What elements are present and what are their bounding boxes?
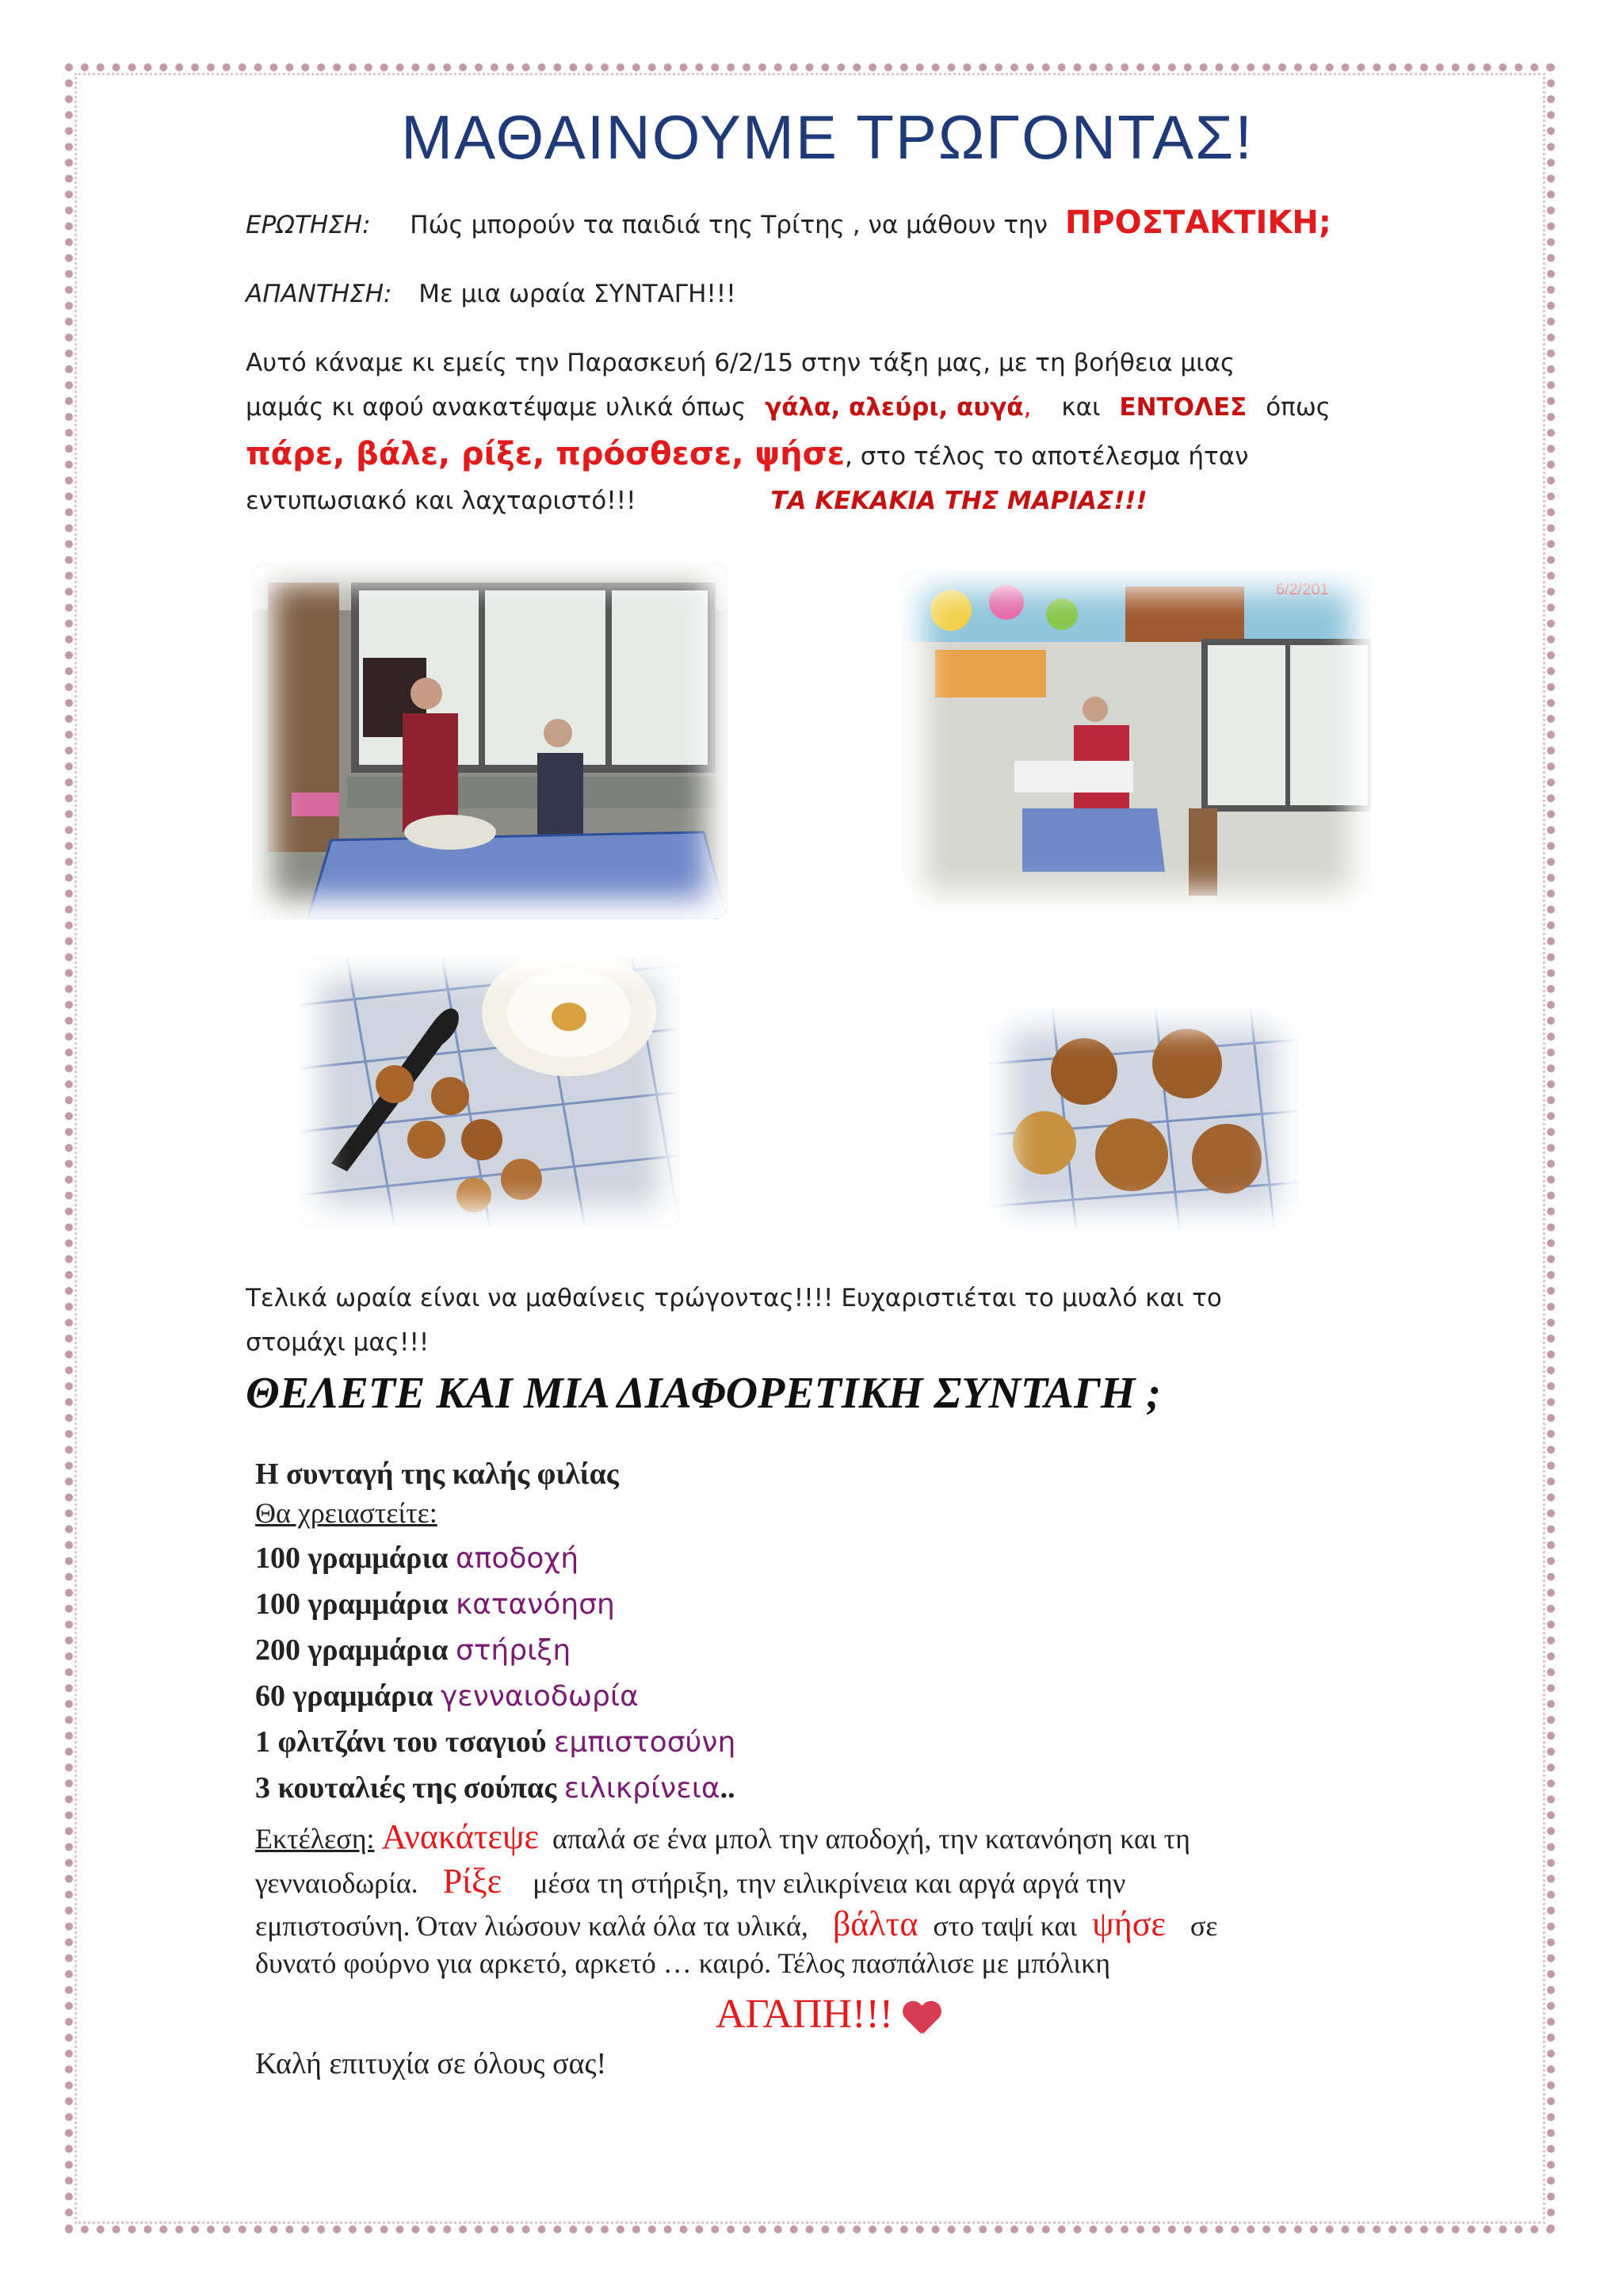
execution-verb: Ρίξε: [442, 1862, 502, 1901]
commands-highlight: ΕΝΤΟΛΕΣ: [1119, 393, 1247, 422]
paragraph-text: και: [1061, 393, 1101, 422]
ingredient-qty: 60 γραμμάρια: [255, 1679, 433, 1713]
execution-line-2: [255, 1861, 1373, 1901]
execution-verb: ψήσε: [1092, 1904, 1166, 1943]
ingredient-name: στήριξη: [455, 1634, 571, 1667]
question-label: ΕΡΩΤΗΣΗ:: [246, 211, 371, 239]
ingredient-qty: 100 γραμμάρια: [255, 1587, 449, 1621]
closing-line: Καλή επιτυχία σε όλους σας!: [255, 2047, 607, 2080]
execution-text: απαλά σε ένα μπολ την αποδοχή, την κατανόηση και τη: [552, 1823, 1190, 1855]
execution-line-1: [255, 1817, 1373, 1857]
result-highlight: ΤΑ ΚΕΚΑΚΙΑ ΤΗΣ ΜΑΡΙΑΣ!!!: [770, 487, 1148, 515]
recipe-heading: Η συνταγή της καλής φιλίας: [255, 1457, 619, 1491]
ingredient-qty: 100 γραμμάρια: [255, 1541, 449, 1575]
ingredients-highlight: γάλα, αλεύρι, αυγά: [765, 393, 1024, 422]
ingredient-item: [255, 1679, 1388, 1713]
love-line: [0, 1991, 1623, 2038]
ingredient-qty: 200 γραμμάρια: [255, 1633, 449, 1667]
execution-text: στο ταψί και: [933, 1910, 1078, 1942]
paragraph-text: μαμάς κι αφού ανακατέψαμε υλικά όπως: [246, 393, 747, 422]
execution-verb: βάλτα: [832, 1904, 918, 1943]
execution-verb: Ανακάτεψε: [381, 1817, 540, 1856]
ingredient-suffix: ..: [720, 1771, 735, 1805]
imperatives-highlight: πάρε, βάλε, ρίξε, πρόσθεσε, ψήσε: [246, 436, 846, 472]
comma: ,: [1023, 393, 1032, 422]
paragraph-text: εντυπωσιακό και λαχταριστό!!!: [246, 487, 636, 515]
photo-baking-mother: [903, 571, 1371, 911]
question-text: Πώς μπορούν τα παιδιά της Τρίτης , να μάθουν την: [410, 211, 1048, 239]
paragraph-text: , στο τέλος το αποτέλεσμα ήταν: [845, 442, 1249, 471]
ingredient-item: [255, 1725, 1388, 1759]
photo-baking-classroom: [252, 563, 727, 919]
question-highlight: ΠΡΟΣΤΑΚΤΙΚΗ;: [1064, 204, 1331, 241]
ingredient-qty: 3 κουταλιές της σούπας: [255, 1771, 557, 1805]
photo-cupcakes-plate: [300, 957, 680, 1227]
photo-1-illustration: [252, 563, 727, 919]
photo-2-illustration: [903, 571, 1371, 911]
execution-label: Εκτέλεση:: [255, 1823, 375, 1855]
ingredient-name: ειλικρίνεια: [563, 1772, 720, 1805]
ingredient-item: [255, 1587, 1388, 1622]
ingredient-name: κατανόηση: [455, 1588, 615, 1621]
ingredient-name: γενναιοδωρία: [440, 1680, 639, 1713]
execution-line-4: δυνατό φούρνο για αρκετό, αρκετό … καιρό. Τέλος πασπάλισε με μπόλικη: [255, 1947, 1111, 1979]
execution-text: σε: [1190, 1910, 1218, 1942]
page-title: ΜΑΘΑΙΝΟΥΜΕ ΤΡΩΓΟΝΤΑΣ!: [401, 102, 1254, 172]
subtitle: ΘΕΛΕΤΕ ΚΑΙ ΜΙΑ ΔΙΑΦΟΡΕΤΙΚΗ ΣΥΝΤΑΓΗ ;: [246, 1369, 1162, 1418]
ingredient-item: [255, 1633, 1388, 1668]
answer-text: Με μια ωραία ΣΥΝΤΑΓΗ!!!: [418, 280, 736, 308]
recipe-needs-label: Θα χρειαστείτε:: [255, 1497, 437, 1529]
photo-date-stamp: 6/2/201: [1276, 581, 1329, 598]
paragraph-line-3: [246, 436, 1379, 472]
conclusion-line-2: στομάχι μας!!!: [246, 1328, 430, 1357]
ingredient-item: [255, 1771, 1388, 1805]
ingredient-item: [255, 1541, 1388, 1576]
ingredient-name: αποδοχή: [455, 1542, 579, 1575]
execution-line-3: [255, 1904, 1373, 1944]
love-word: ΑΓΑΠΗ!!!: [715, 1992, 894, 2037]
photo-4-illustration: [989, 1008, 1298, 1230]
answer-label: ΑΠΑΝΤΗΣΗ:: [246, 280, 392, 308]
photo-3-illustration: [300, 957, 680, 1227]
conclusion-line-1: Τελικά ωραία είναι να μαθαίνεις τρώγοντας!!!! Ευχαριστιέται το μυαλό και το: [246, 1284, 1222, 1312]
question-line: [246, 204, 1379, 241]
execution-text: μέσα τη στήριξη, την ειλικρίνεια και αργά αργά την: [533, 1867, 1126, 1899]
ingredient-qty: 1 φλιτζάνι του τσαγιού: [255, 1725, 547, 1759]
answer-line: [246, 280, 1379, 308]
ingredient-name: εμπιστοσύνη: [553, 1726, 736, 1759]
heart-icon: [903, 2002, 939, 2034]
execution-text: γενναιοδωρία.: [255, 1867, 418, 1899]
paragraph-line-2: [246, 393, 1379, 422]
paragraph-line-1: Αυτό κάναμε κι εμείς την Παρασκευή 6/2/15 στην τάξη μας, με τη βοήθεια μιας: [246, 349, 1235, 377]
paragraph-text: όπως: [1266, 393, 1331, 422]
paragraph-line-4: [246, 487, 1379, 515]
execution-text: εμπιστοσύνη. Όταν λιώσουν καλά όλα τα υλικά,: [255, 1910, 808, 1942]
photo-cupcakes-closeup: [989, 1008, 1298, 1230]
